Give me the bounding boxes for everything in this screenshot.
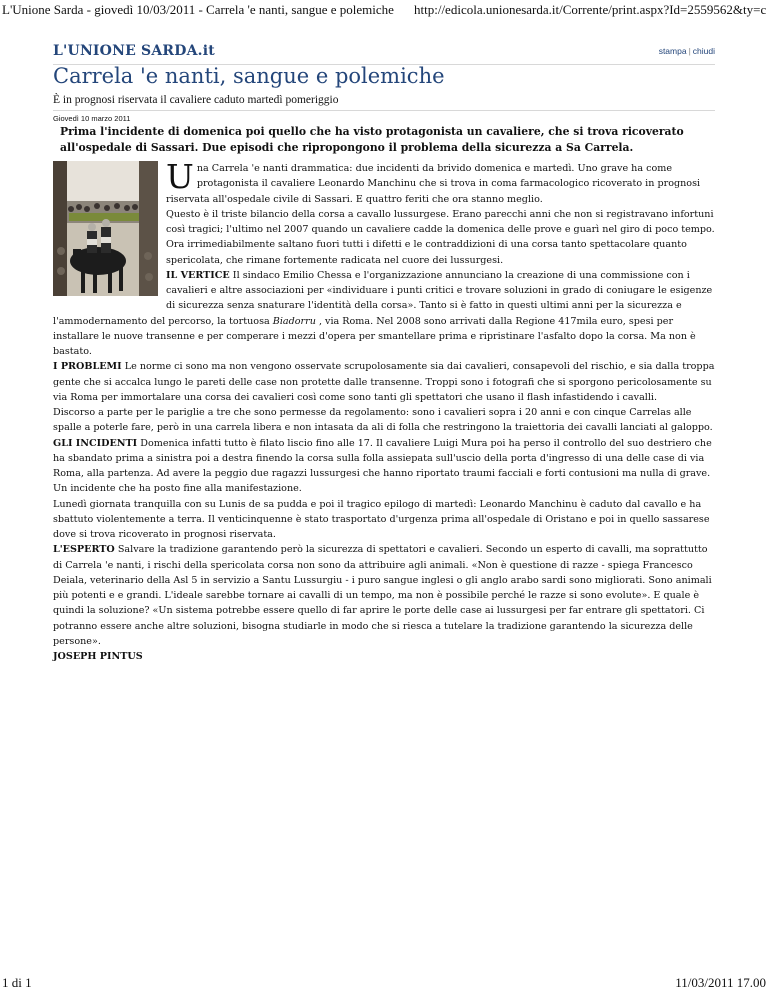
paragraph-text: Le norme ci sono ma non vengono osservate scrupolosamente sia dai cavalieri, consapevoli del rischio, e sia dalla troppa gente che si accalca lungo le pareti delle case non protette dalle transenne. Troppi sono i fotografi che si sporgono pericolosamente su via Roma per immortalare una corsa dei cavalieri così come sono tanti gli spettatori che usano il flash infastidendo i cavalli. xyxy=(53,361,715,403)
place-name: Biadorru xyxy=(272,315,316,327)
print-link[interactable]: stampa xyxy=(658,46,687,56)
paragraph-text: Domenica infatti tutto è filato liscio fino alle 17. Il cavaliere Luigi Mura poi ha perso il controllo del suo destriero che ha sbandato prima a sinistra poi a destra finendo la corsa sulla folla assiepata sull'uscio della porta d'ingresso di una delle case di via Roma, alla partenza. Ad avere la peggio due ragazzi lussurgesi che hanno riportato traumi facciali e forti contusioni ma nulla di grave. Un incidente che ha posto fine alla manifestazione. xyxy=(53,437,712,495)
article-body xyxy=(53,157,717,664)
drop-cap: U xyxy=(166,157,194,196)
masthead xyxy=(53,40,715,65)
paragraph: Questo è il triste bilancio della corsa a cavallo lussurgese. Erano parecchi anni che non si registravano infortuni così tragici; l'ultimo nel 2007 quando un cavaliere cadde la domenica delle prove e guarì nel giro di poco tempo. Ora irrimediabilmente saltano fuori tutti i difetti e le contraddizioni di una corsa tanto spettacolare quanto spericolata, che rimane fortemente radicata nel cuore dei lussurgesi. xyxy=(166,208,715,266)
paragraph-text: Il sindaco Emilio Chessa e l'organizzazione annunciano la creazione di una commissione con i cavalieri e altre associazioni per «individuare i punti critici e trovare soluzioni in grado di coniugare le esigenze di sicurezza senza snaturare l'identità della corsa». Tanto si è fatto in questi ultimi anni per la sicurezza e l'ammodernamento del percorso, la tortuosa xyxy=(53,269,713,327)
paragraph xyxy=(53,542,717,649)
section-heading: GLI INCIDENTI xyxy=(53,437,138,449)
print-header xyxy=(0,0,768,20)
section-heading: IL VERTICE xyxy=(166,269,230,281)
article-title: Carrela 'e nanti, sangue e polemiche xyxy=(53,64,445,88)
print-header-title: L'Unione Sarda - giovedì 10/03/2011 - Carrela 'e nanti, sangue e polemiche xyxy=(2,2,394,17)
section-heading: I PROBLEMI xyxy=(53,361,122,373)
paragraph-text: na Carrela 'e nanti drammatica: due incidenti da brivido domenica e martedì. Uno grave ha come protagonista il cavaliere Leonardo Manchinu che si trova in coma farmacologico ricoverato in prognosi riservata all'ospedale civile di Sassari. E quattro feriti che ora stanno meglio. xyxy=(166,163,701,205)
close-link[interactable]: chiudi xyxy=(692,46,715,56)
divider xyxy=(53,110,715,111)
paragraph xyxy=(53,436,717,497)
paragraph: Discorso a parte per le pariglie a tre che sono permesse da regolamento: sono i cavalieri sopra i 20 anni e con cinque Carrelas alle spalle a poterle fare, però in una carrela libera e non intasata da ali di folla che restringono la traiettoria dei cavalli lanciati al galoppo. xyxy=(53,407,713,434)
site-logo: L'UNIONE SARDA.it xyxy=(53,43,215,59)
article-subtitle: È in prognosi riservata il cavaliere caduto martedì pomeriggio xyxy=(53,94,339,106)
article-lead: Prima l'incidente di domenica poi quello che ha visto protagonista un cavaliere, che si trova ricoverato all'ospedale di Sassari. Due episodi che ripropongono il problema della sicurezza a Sa Carrela. xyxy=(60,125,684,154)
print-header-url: http://edicola.unionesarda.it/Corrente/print.aspx?Id=2559562&ty=c xyxy=(414,2,767,17)
page-number: 1 di 1 xyxy=(2,975,32,990)
tools-separator: | xyxy=(688,46,691,56)
paragraph: Lunedì giornata tranquilla con su Lunis de sa pudda e poi il tragico epilogo di martedì: Leonardo Manchinu è caduto dal cavallo e ha sbattuto violentemente a terra. Il venticinquenne è stato trasportato d'urgenza prima all'ospedale di Oristano e poi in quello sassarese dove si trova ricoverato in prognosi riservata. xyxy=(53,498,710,540)
paragraph-text: Salvare la tradizione garantendo però la sicurezza di spettatori e cavalieri. Secondo un esperto di cavalli, ma soprattutto di Carrela 'e nanti, i rischi della spericolata corsa non sono da attribuire agli animali. «Non è questione di razze - spiega Francesco Deiala, veterinario della Asl 5 in servizio a Santu Lussurgiu - i puro sangue inglesi o gli anglo arabo sardi sono migliorati. Sono animali più potenti e e grandi. L'ideale sarebbe tornare ai cavalli di un tempo, ma non è possibile perché le razze si sono evolute». E quale è quindi la soluzione? «Un sistema potrebbe essere quello di far aprire le porte delle case ai lussurgesi per far entrare gli spettatori. Ci potranno essere anche altre soluzioni, bisogna studiarle in modo che si riesca a tutelare la tradizione garantendo la sicurezza delle persone». xyxy=(53,544,712,647)
article-date: Giovedì 10 marzo 2011 xyxy=(53,114,131,123)
paragraph xyxy=(53,359,717,405)
paragraph-text: , via Roma. Nel 2008 sono arrivati dalla Regione 417mila euro, spesi per installare le nuove transenne e per comperare i mezzi d'opera per smantellare prima e ripristinare l'asfalto dopo la corsa. Ma non è bastato. xyxy=(53,315,696,357)
print-tools xyxy=(659,46,715,56)
section-heading: L'ESPERTO xyxy=(53,544,115,556)
print-timestamp: 11/03/2011 17.00 xyxy=(675,975,766,990)
photo-spacer xyxy=(53,161,158,312)
print-footer xyxy=(0,975,768,993)
article-author: JOSEPH PINTUS xyxy=(53,651,143,662)
